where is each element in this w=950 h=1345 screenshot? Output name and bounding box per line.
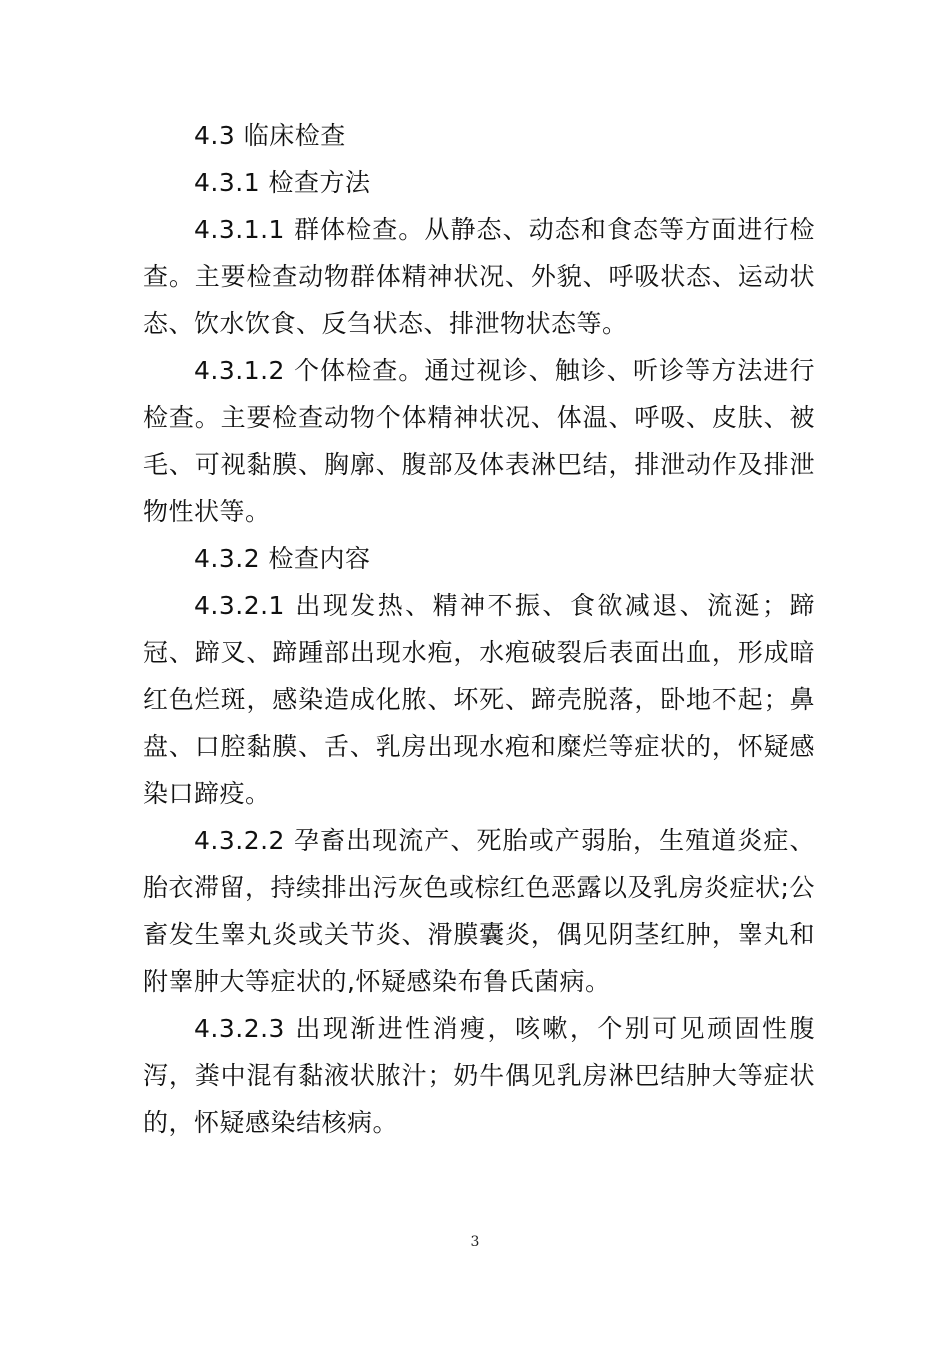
page-body: [143, 112, 815, 1146]
subsection-heading-4-3-2: 4.3.2 检查内容: [194, 544, 371, 573]
paragraph-4-3-1-2: 4.3.1.2 个体检查。通过视诊、触诊、听诊等方法进行检查。主要检查动物个体精神状况、体温、呼吸、皮肤、被毛、可视黏膜、胸廓、腹部及体表淋巴结，排泄动作及排泄物性状等。: [143, 356, 815, 526]
subsection-heading-4-3-1: 4.3.1 检查方法: [194, 168, 371, 197]
page-number: 3: [470, 1234, 480, 1250]
paragraph-4-3-1-1: 4.3.1.1 群体检查。从静态、动态和食态等方面进行检查。主要检查动物群体精神状况、外貌、呼吸状态、运动状态、饮水饮食、反刍状态、排泄物状态等。: [143, 215, 815, 338]
paragraph-4-3-2-2: 4.3.2.2 孕畜出现流产、死胎或产弱胎，生殖道炎症、胎衣滞留，持续排出污灰色或棕红色恶露以及乳房炎症状;公畜发生睾丸炎或关节炎、滑膜囊炎，偶见阴茎红肿，睾丸和附睾肿大等症状的,怀疑感染布鲁氏菌病。: [143, 826, 815, 996]
paragraph-4-3-2-1: 4.3.2.1 出现发热、精神不振、食欲减退、流涎；蹄冠、蹄叉、蹄踵部出现水疱，水疱破裂后表面出血，形成暗红色烂斑，感染造成化脓、坏死、蹄壳脱落，卧地不起；鼻盘、口腔黏膜、舌、乳房出现水疱和糜烂等症状的，怀疑感染口蹄疫。: [143, 591, 815, 808]
paragraph-4-3-2-3: 4.3.2.3 出现渐进性消瘦，咳嗽，个别可见顽固性腹泻，粪中混有黏液状脓汁；奶牛偶见乳房淋巴结肿大等症状的，怀疑感染结核病。: [143, 1014, 815, 1137]
section-heading-4-3: 4.3 临床检查: [194, 121, 346, 150]
